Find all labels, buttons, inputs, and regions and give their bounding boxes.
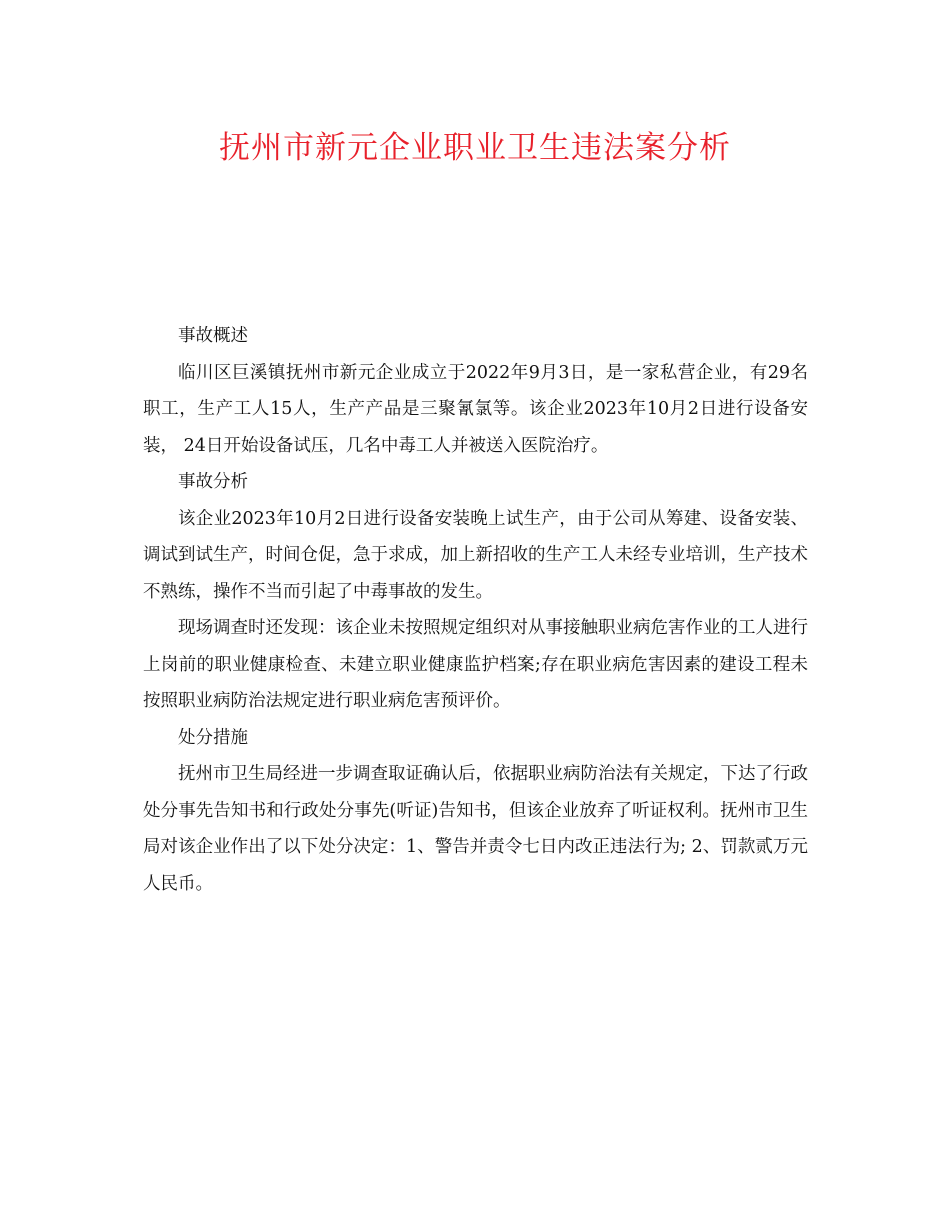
section-heading-penalty: 处分措施 <box>178 727 248 748</box>
document-title: 抚州市新元企业职业卫生违法案分析 <box>219 130 731 166</box>
paragraph-analysis-2: 现场调查时还发现：该企业未按照规定组织对从事接触职业病危害作业的工人进行上岗前的职业健康检查、未建立职业健康监护档案;存在职业病危害因素的建设工程未按照职业病防治法规定进行职业病危害预评价。 <box>143 618 808 711</box>
document-body <box>143 318 808 902</box>
paragraph-analysis-1: 该企业2023年10月2日进行设备安装晚上试生产，由于公司从筹建、设备安装、调试到试生产，时间仓促，急于求成，加上新招收的生产工人未经专业培训，生产技术不熟练，操作不当而引起了中毒事故的发生。 <box>143 508 808 602</box>
paragraph-penalty: 抚州市卫生局经进一步调查取证确认后，依据职业病防治法有关规定，下达了行政处分事先告知书和行政处分事先(听证)告知书，但该企业放弃了听证权利。抚州市卫生局对该企业作出了以下处分决定：1、警告并责令七日内改正违法行为; 2、罚款贰万元人民币。 <box>143 764 808 894</box>
section-heading-overview: 事故概述 <box>178 326 248 346</box>
section-heading-analysis: 事故分析 <box>178 472 248 492</box>
paragraph-overview: 临川区巨溪镇抚州市新元企业成立于2022年9月3日，是一家私营企业，有29名职工，生产工人15人，生产产品是三聚氰氯等。该企业2023年10月2日进行设备安装， 24日开始设备试压，几名中毒工人并被送入医院治疗。 <box>143 362 808 456</box>
